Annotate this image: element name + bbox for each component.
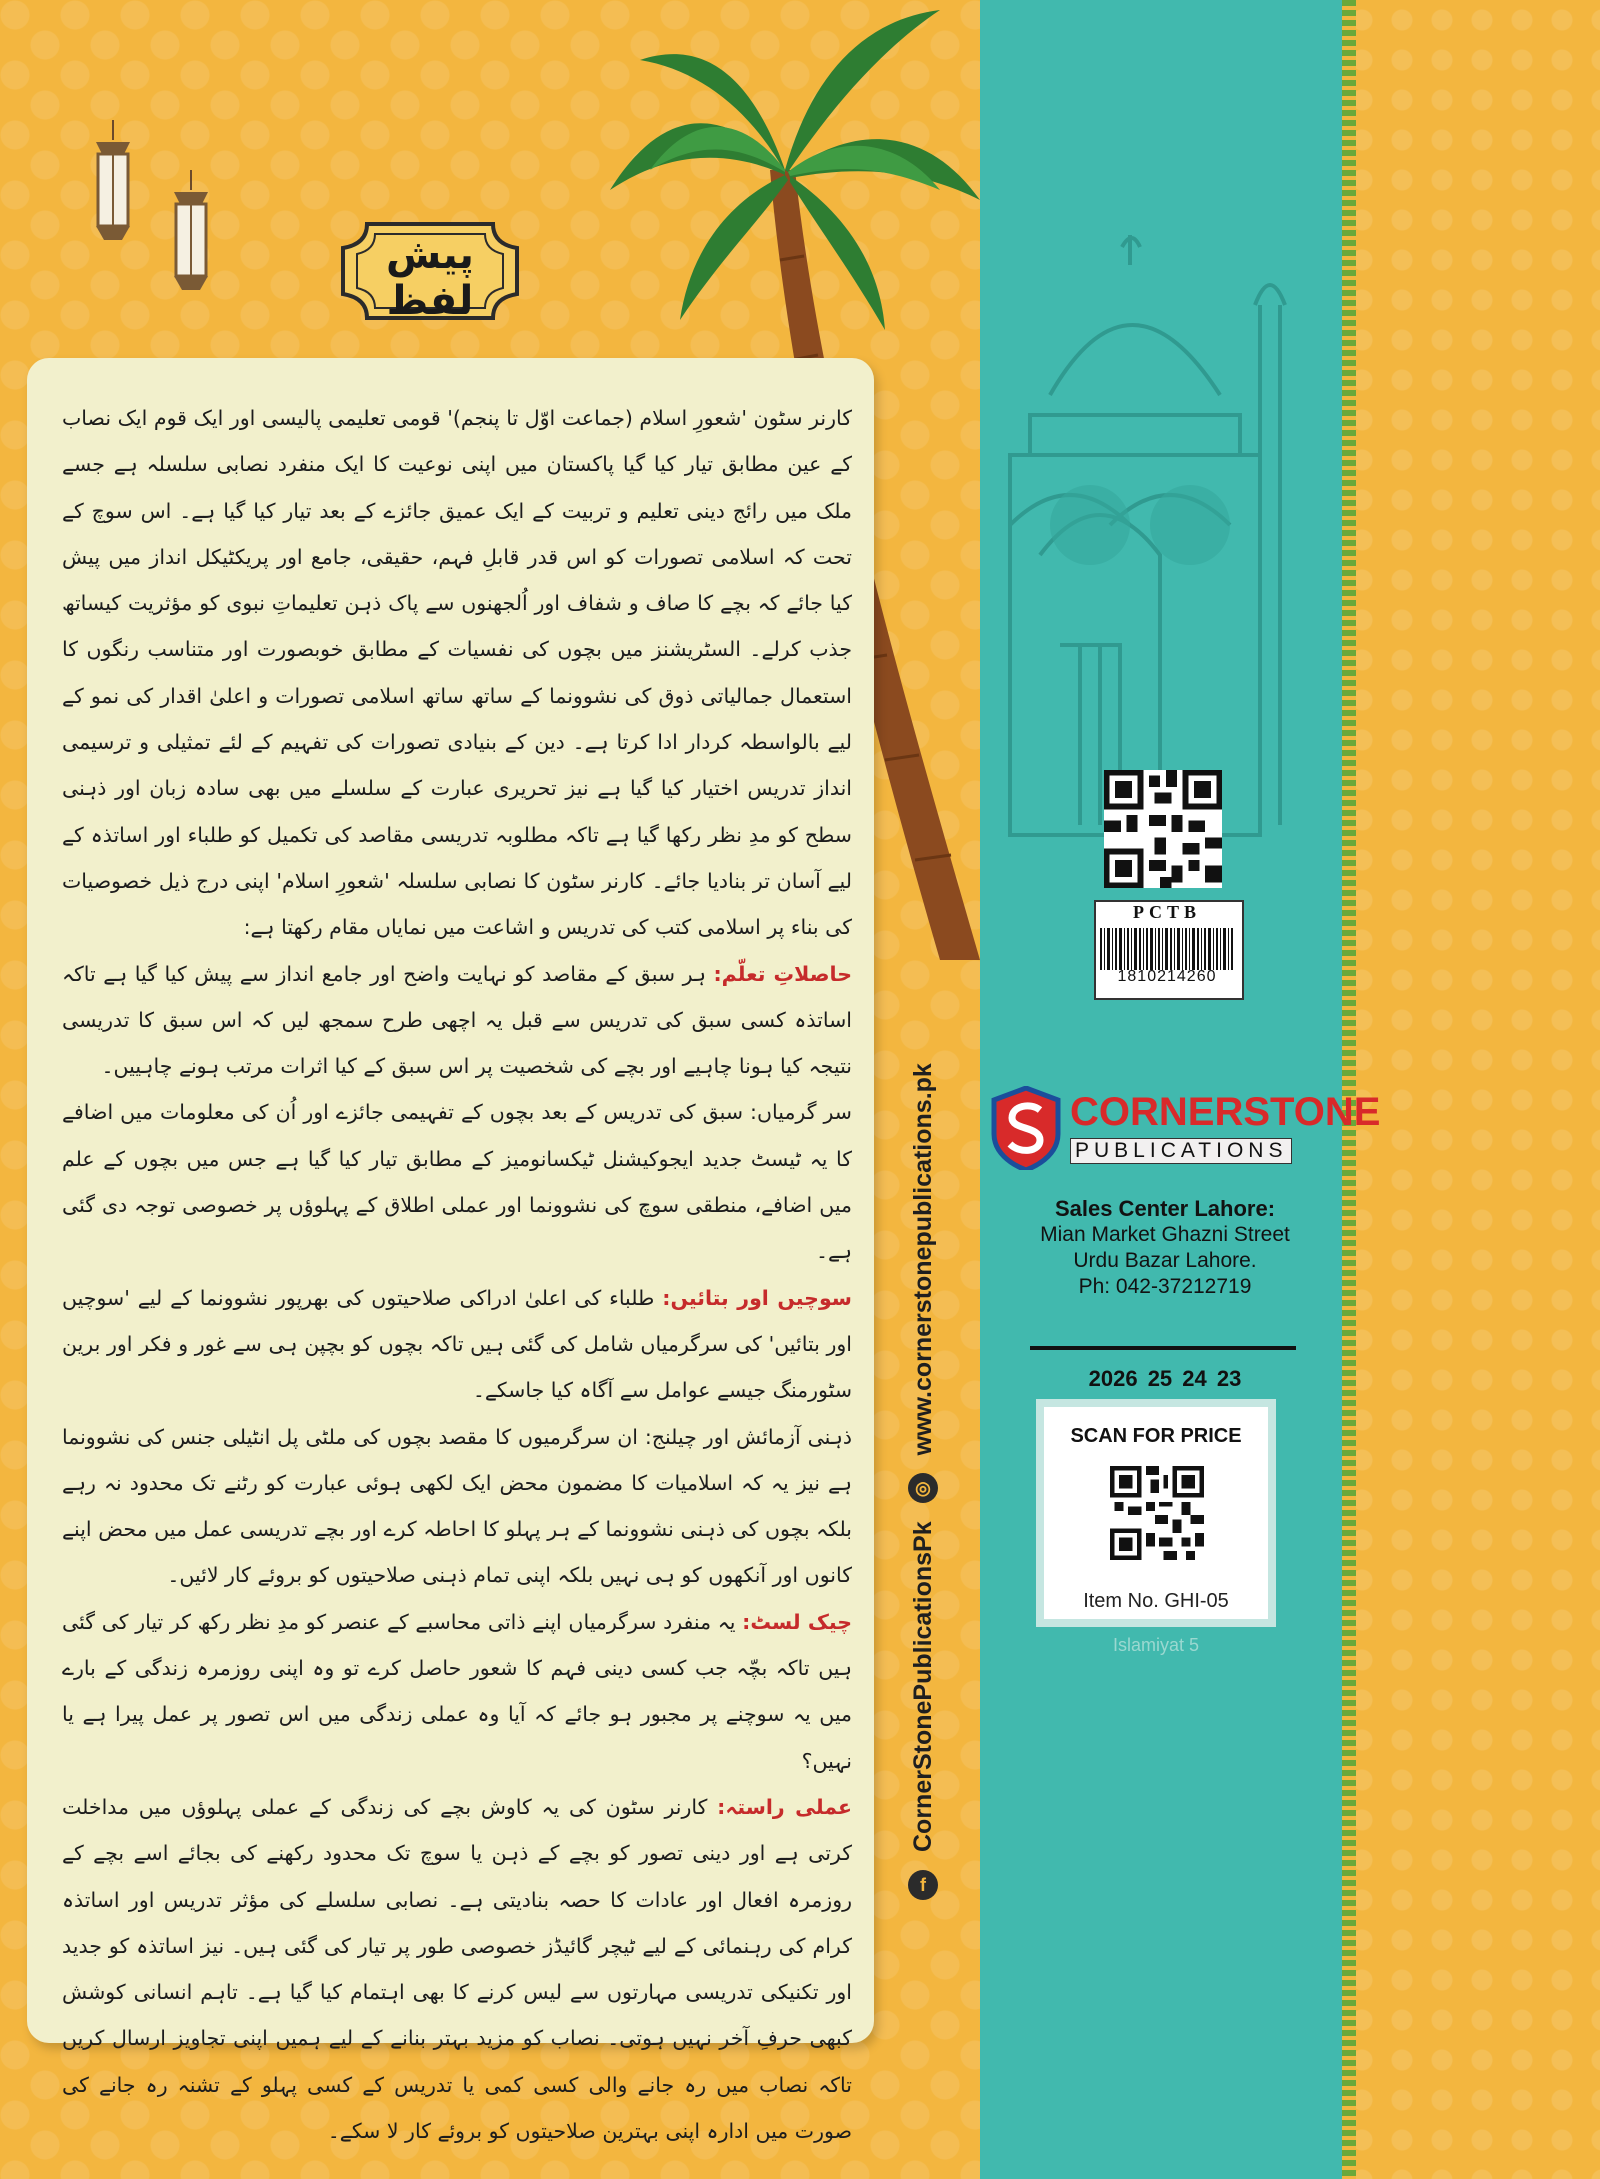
sales-title: Sales Center Lahore:	[1054, 1196, 1276, 1221]
divider	[1030, 1346, 1296, 1350]
publisher-name: CORNERSTONE	[1070, 1090, 1381, 1134]
sales-address-line: Mian Market Ghazni Street	[1040, 1223, 1290, 1246]
globe-icon: ◎	[908, 1473, 938, 1503]
qr-code[interactable]	[1104, 770, 1222, 888]
barcode	[1100, 928, 1234, 970]
facebook-icon[interactable]: f	[908, 1870, 938, 1900]
price-qr-code[interactable]	[1110, 1466, 1204, 1560]
right-pattern-strip	[1342, 0, 1600, 2179]
barcode-number: 1810214260	[1117, 968, 1217, 985]
paragraph-intro: کارنر سٹون 'شعورِ اسلام (جماعت اوّل تا پنجم)' قومی تعلیمی پالیسی اور ایک قوم ایک نصاب کے عین مطابق تیار کیا گیا پاکستان میں اپنی نوعیت کا ایک منفرد نصابی سلسلہ ہے جسے ملک میں رائج دینی تعلیم و تربیت کے ایک عمیق جائزے کے بعد تیار کیا گیا ہے۔ اس سوچ کے تحت کہ اسلامی تصورات کو اس قدر قابلِ فہم، حقیقی، جامع اور پریکٹیکل انداز میں پیش کیا جائے کہ بچے کا صاف و شفاف اور اُلجھنوں سے پاک ذہن تعلیماتِ نبوی کو مؤثریت کیساتھ جذب کرلے۔ السٹریشنز میں بچوں کی نفسیات کے مطابق خوبصورت اور متناسب رنگوں کا استعمال جمالیاتی ذوق کی نشوونما کے ساتھ ساتھ اسلامی تصورات و اعلیٰ اقدار کی نمو کے لیے بالواسطہ کردار ادا کرتا ہے۔ دین کے بنیادی تصورات کی تفہیم کے لئے تمثیلی و ترسیمی انداز تدریس اختیار کیا گیا ہے نیز تحریری عبارت کے سلسلے میں بھی سادہ زبان اور ذہنی سطح کو مدِ نظر رکھا گیا ہے تاکہ مطلوبہ تدریسی مقاصد کی تکمیل کو طلباء اور اساتذہ کے لیے آسان تر بنادیا جائے۔ کارنر سٹون کا نصابی سلسلہ 'شعورِ اسلام' اپنی درج ذیل خصوصیات کی بناء پر اسلامی کتب کی تدریس و اشاعت میں نمایاں مقام رکھتا ہے:	[62, 406, 852, 940]
paragraph-think-and-tell: سوچیں اور بتائیں: طلباء کی اعلیٰ ادراکی صلاحیتوں کی بھرپور نشوونما کے لیے 'سوچیں اور بتائیں' کی سرگرمیاں شامل کی گئی ہیں تاکہ بچوں کو بچپن ہی سے غور و فکر اور برین سٹورمنگ جیسے عوامل سے آگاہ کیا جاسکے۔	[62, 1285, 852, 1403]
sales-phone: Ph: 042-37212719	[1078, 1275, 1252, 1298]
lantern-icon	[160, 170, 222, 310]
barcode-label: PCTB	[1132, 902, 1201, 922]
paragraph-activities: سر گرمیاں: سبق کی تدریس کے بعد بچوں کے تفہیمی جائزے اور اُن کی معلومات میں اضافے کا یہ ٹیسٹ جدید ایجوکیشنل ٹیکسانومیز کے مطابق تیار کیا گیا ہے جس میں بچوں کے علم میں اضافے، منطقی سوچ کی نشوونما اور عملی اطلاق کے پہلوؤں پر خصوصی توجہ دی گئی ہے۔	[62, 1100, 852, 1264]
social-strip	[908, 1063, 938, 1900]
sales-center-info	[995, 1196, 1335, 1300]
foreword-text	[62, 395, 852, 2154]
price-title: SCAN FOR PRICE	[1070, 1425, 1242, 1447]
page-title: پیش لفظ	[386, 232, 474, 324]
publisher-subtitle: PUBLICATIONS	[1070, 1138, 1292, 1164]
paragraph-mental-challenge: ذہنی آزمائش اور چیلنج: ان سرگرمیوں کا مقصد بچوں کی ملٹی پل انٹیلی جنس کی نشوونما ہے نیز یہ کہ اسلامیات کا مضمون محض ایک لکھی ہوئی عبارت کو رٹنے تک محدود نہ رہے بلکہ بچوں کی ذہنی نشوونما کے ہر پہلو کا احاطہ کرے اور بچے تدریسی عمل میں محض اپنے کانوں اور آنکھوں کو ہی نہیں بلکہ اپنی تمام ذہنی صلاحیتوں کو بروئے کار لائیں۔	[62, 1424, 852, 1588]
paragraph-learning-outcomes: حاصلاتِ تعلّم: ہر سبق کے مقاصد کو نہایت واضح اور جامع انداز سے پیش کیا گیا ہے تاکہ اساتذہ کسی سبق کی تدریس سے قبل یہ اچھی طرح سمجھ لیں کہ اس سبق کا تدریسی نتیجہ کیا ہونا چاہیے اور بچے کی شخصیت پر اس سبق کے کیا اثرات مرتب ہونے چاہییں۔	[62, 961, 852, 1079]
item-number: Item No. GHI-05	[1083, 1590, 1229, 1612]
book-name: Islamiyat 5	[1112, 1635, 1200, 1655]
facebook-handle[interactable]: CornerStonePublicationsPk	[908, 1521, 937, 1852]
print-years: 2026 25 24 23	[1088, 1366, 1242, 1391]
lantern-icon	[82, 120, 144, 260]
paragraph-checklist: چیک لسٹ: یہ منفرد سرگرمیاں اپنے ذاتی محاسبے کے عنصر کو مدِ نظر رکھ کر تیار کی گئی ہیں تاکہ بچّہ جب کسی دینی فہم کا شعور حاصل کرے تو وہ اپنی روزمرہ زندگی کے بارے میں یہ سوچنے پر مجبور ہو جائے کہ آیا وہ عملی زندگی میں اس تصور پر عمل پیرا ہے یا نہیں؟	[62, 1609, 852, 1773]
website-link[interactable]: www.cornerstonepublications.pk	[908, 1063, 937, 1456]
mosque-illustration	[990, 225, 1340, 845]
paragraph-practical-path: عملی راستہ: کارنر سٹون کی یہ کاوش بچے کی زندگی کے عملی پہلوؤں میں مداخلت کرتی ہے اور دینی تصور کو بچے کے ذہن یا سوچ تک محدود رکھنے کی بجائے اسے بچے کے روزمرہ افعال اور عادات کا حصہ بنادیتی ہے۔ نصابی سلسلے کی مؤثر تدریس اور اساتذہ کرام کی رہنمائی کے لیے ٹیچر گائیڈز خصوصی طور پر تیار کی گئی ہیں۔ نیز اساتذہ کو جدید اور تکنیکی تدریسی مہارتوں سے لیس کرنے کا بھی اہتمام کیا گیا ہے۔ تاہم انسانی کوشش کبھی حرفِ آخر نہیں ہوتی۔ نصاب کو مزید بہتر بنانے کے لیے ہمیں اپنی تجاویز ارسال کریں تاکہ نصاب میں رہ جانے والی کسی کمی یا تدریس کے کسی پہلو کے تشنہ رہ جانے کی صورت میں ادارہ اپنی بہترین صلاحیتوں کو بروئے کار لا سکے۔	[62, 1794, 852, 2143]
sales-address-line: Urdu Bazar Lahore.	[1073, 1249, 1257, 1272]
